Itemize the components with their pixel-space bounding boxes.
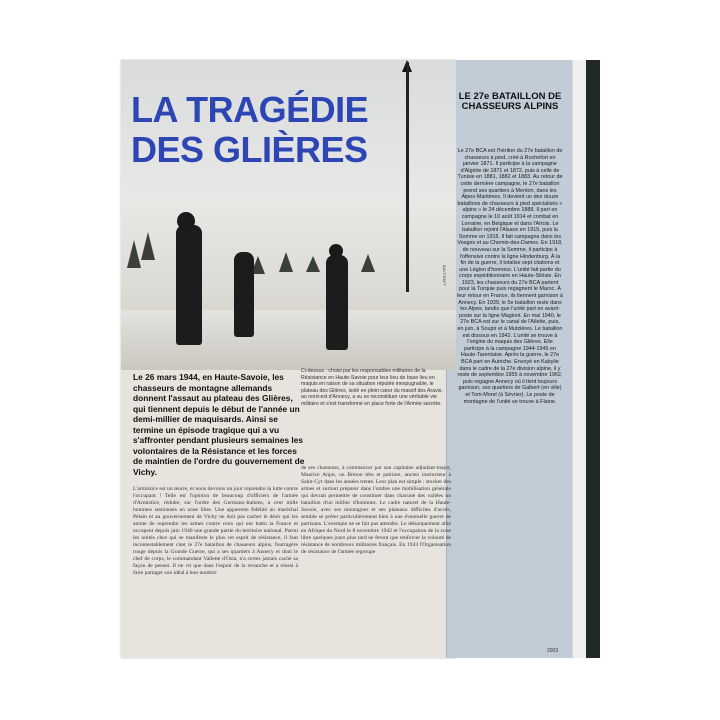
tree: [361, 254, 375, 272]
tree: [127, 240, 141, 268]
sidebar-text: Le 27e BCA est l'héritier du 27e bataillon de chasseurs à pied, créé à Rochefort en janvier 1871. Il participe à la campagne d'Algérie de 1871 et 1872, puis à celle de Tunisie en 1881, 1882 et 1883. Au retour de cette dernière campagne, le 27e bataillon prend ses quartiers à Menton, dans les Alpes-Maritimes. Il devient un des douze bataillons de chasseurs à pied spécialisés « alpins » le 24 décembre 1888. Il part en campagne le 10 août 1914 et combat en Lorraine, en Belgique et dans l'Artois. Le bataillon rejoint l'Alsace en 1915, puis la Somme en 1916. Il fait campagne dans les Vosges et au Chemin-des-Dames. En 1918, de nouveau sur la Somme, il participe à l'offensive contre la ligne Hindenburg. À la fin de la guerre, il totalise sept citations et une Légion d'honneur. L'unité fait partie du corps expéditionnaire en Haute-Silésie. En 1923, les chasseurs du 27e BCA partent pour la Turquie puis regagnent le Maroc. À leur retour en France, ils tiennent garnison à Annecy. En 1939, le 5e bataillon reste dans les Alpes, tandis que l'unité part en avant-poste sur la ligne Maginot. En mai 1940, le 27e BCA est sur le canal de l'Ailette, puis, en juin, à Soupir et à Mutzières. Le bataillon est dissous en 1942. L'unité se trouve à l'origine du maquis des Glières. Elle participe à la campagne 1944-1945 en Haute-Tarentaise. Après la guerre, le 27e BCA part en Autriche. Envoyé en Kabylie dans le cadre de la 27e division alpine, il y reste de septembre 1955 à novembre 1962, puis regagne Annecy où il tient toujours garnison, ses quartiers de Galbert (en ville) et Tom-Morel (à Sévrier). Le poste de montagne de l'unité se trouve à Flaine.: [457, 148, 563, 405]
soldier-figure: [326, 255, 348, 350]
body-column-2: de ses chasseurs, à commencer par son capitaine adjudant-major, Maurice Anjot, un Breton têtu et patriote, ancien instructeur à Saint-Cyr dans les années trente. Leur plan est simple : stocker des armes et surtout préparer dans l'ombre une mobilisation générale qui devrait permettre de constituer dans chacune des vallées un bataillon d'un millier d'hommes. Le cadre naturel de la Haute-Savoie, avec ses montagnes et ses plateaux difficiles d'accès, semble se prêter particulièrement bien à une éventuelle guerre de partisans. L'exemple ne se fait pas attendre. Le débarquement allié en Afrique du Nord le 8 novembre 1942 et l'occupation de la zone libre quelques jours plus tard ne feront que renforcer la volonté de résistance de nombreux militaires français. En 1943 l'Organisation de résistance de l'armée regroupe: [301, 465, 451, 555]
article-title: [131, 90, 451, 170]
title-line-2: DES GLIÈRES: [131, 129, 368, 170]
page-number: 2003: [547, 648, 559, 654]
sidebar-title: LE 27e BATAILLON DE CHASSEURS ALPINS: [458, 91, 562, 112]
magazine-page: [121, 60, 456, 658]
sidebar-box: [446, 60, 573, 658]
soldier-head: [177, 212, 195, 230]
photo-caption: Ci-dessus : choisi par les responsables militaires de la Résistance en Haute-Savoie pour leur lieu de base lieu en maquis en raison de sa situation réputée inexpugnable, le plateau des Glières, isolé en plein cœur du massif des Aravis, au nord-est d'Annecy, a vu se reconstituer une véritable vie militaire et s'est transformé en place forte de l'Armée secrète.: [301, 368, 443, 407]
soldier-figure: [176, 225, 202, 345]
soldier-figure: [234, 252, 254, 337]
binder-spine: [586, 60, 600, 658]
title-line-1: LA TRAGÉDIE: [131, 89, 369, 130]
binder-edge: [572, 60, 587, 658]
snow-ground: [121, 310, 456, 370]
soldier-head: [329, 244, 343, 258]
photo-credit: BAVCRAFT: [442, 265, 447, 287]
body-column-1: L'armistice est un leurre, et nous devrons un jour reprendre la lutte contre l'occupant ! Telle est l'opinion de beaucoup d'officiers de l'armée d'Armistice, réduite, sur l'ordre des Germano-Italiens, à cent mille hommes stationnés en zone libre. Une apparente fidélité au maréchal Pétain et au gouvernement de Vichy ne doit pas cacher le désir qui les anime de reprendre les armes contre ceux qui ont battu la France et occupent depuis juin 1940 une grande partie du territoire national. Parmi les unités chez qui se manifeste le plus cet esprit de résistance, il faut incontestablement citer le 27e bataillon de chasseurs alpins, fourragère rouge depuis la Grande Guerre, qui a ses quartiers à Annecy et dont le chef de corps, le commandant Vallette d'Osia, n'a certes jamais caché sa façon de penser. Il ne vit que dans l'espoir de la revanche et a réussi à faire partager son idéal à bon nombre: [133, 486, 298, 576]
tree: [306, 256, 320, 272]
article-intro: Le 26 mars 1944, en Haute-Savoie, les chasseurs de montagne allemands donnent l'assaut au plateau des Glières, qui tiennent depuis le début de l'année un demi-millier de maquisards. Ainsi se termine un épisode tragique qui a vu s'affronter pendant plusieurs semaines les volontaires de la Résistance et les forces de maintien de l'ordre du gouvernement de Vichy.: [133, 372, 305, 477]
tree: [141, 232, 155, 260]
tree: [279, 252, 293, 272]
